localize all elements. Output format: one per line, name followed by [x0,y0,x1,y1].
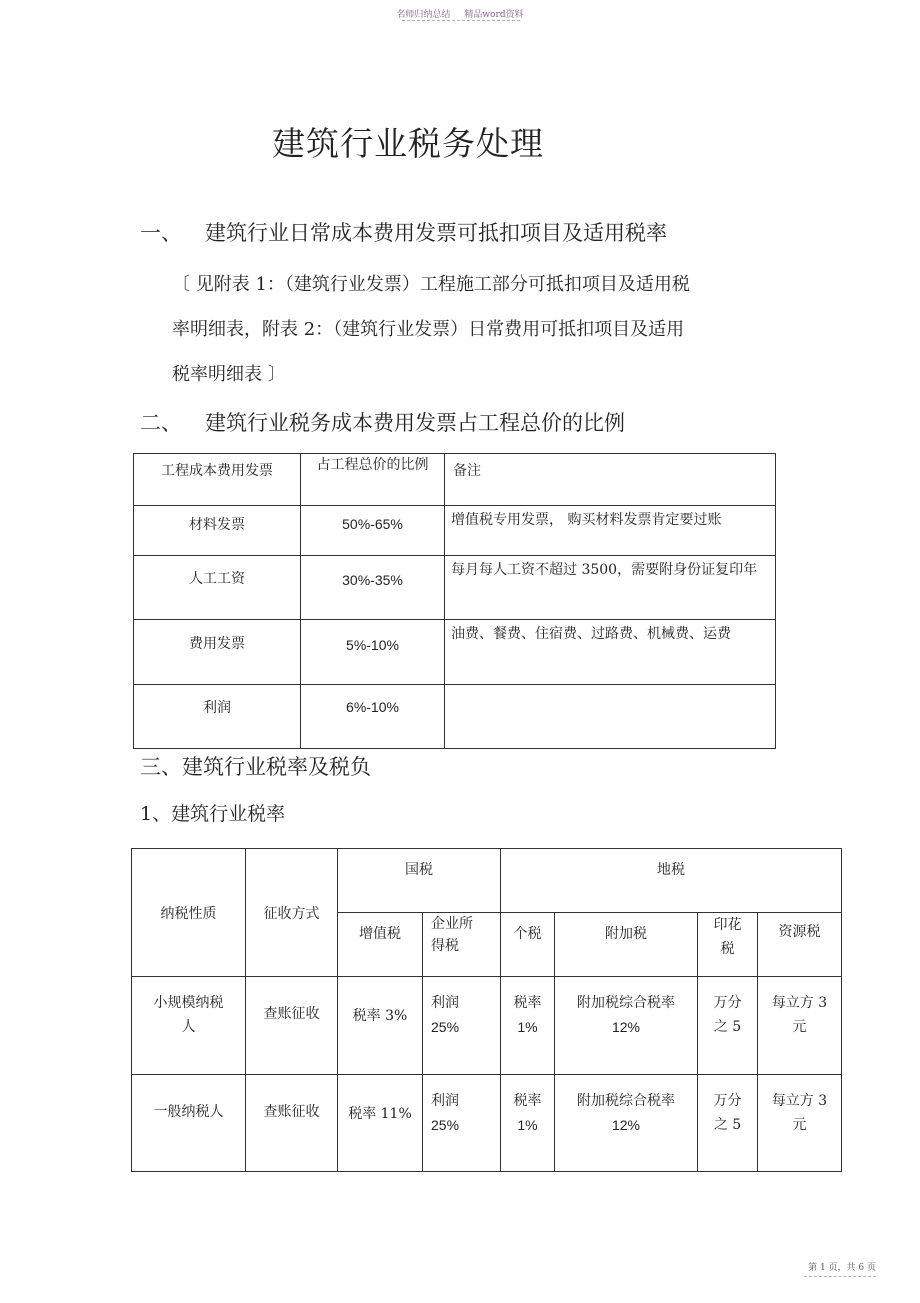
section3-sub1: 1、建筑行业税率 [140,803,286,825]
section1-paragraph-line3: 税率明细表 〕 [172,364,286,385]
cell-surcharge [555,977,698,1075]
cell-pit-line1: 税率 [513,995,542,1011]
header-surcharge: 附加税 [555,913,698,977]
section3-heading: 三、建筑行业税率及税负 [140,755,371,779]
cell-resource [758,977,842,1075]
cell-method: 查账征收 [246,1075,338,1172]
header-national-tax: 国税 [338,849,501,913]
footer-divider [804,1276,876,1277]
section2-heading: 建筑行业税务成本费用发票占工程总价的比例 [205,411,625,435]
header-stamp: 印花税 [698,913,758,977]
cell-ratio: 50%-65% [301,506,445,556]
cell-stamp-line1: 万分 [713,1093,742,1109]
cell-cit-line2: 25% [431,1019,460,1035]
cell-pit-line1: 税率 [513,1093,542,1109]
section1-paragraph-line1: 〔 见附表 1：（建筑行业发票）工程施工部分可抵扣项目及适用税 [172,274,690,295]
header-vat: 增值税 [338,913,423,977]
header-cit: 企业所得税 [423,913,501,977]
table-row [134,685,776,749]
cell-pit-line2: 1% [517,1019,538,1035]
header-note: 备注 [445,454,776,506]
cell-resource-line2: 元 [792,1019,807,1035]
tax-header-row-1 [132,849,842,913]
cell-note: 油费、餐费、住宿费、过路费、机械费、运费 [445,620,776,685]
header-method: 征收方式 [246,849,338,977]
cell-type: 利润 [134,685,301,749]
table-header-row [134,454,776,506]
cell-surcharge [555,1075,698,1172]
section2-label: 二、 [140,411,182,435]
header-local-tax: 地税 [501,849,842,913]
cell-type: 人工工资 [134,556,301,620]
cell-stamp [698,977,758,1075]
tax-rate-table [131,848,842,1172]
cell-pit [501,977,555,1075]
header-divider [402,20,520,21]
cell-nature: 小规模纳税人 [132,977,246,1075]
cell-stamp-line2: 之 5 [713,1019,742,1035]
cell-nature: 一般纳税人 [132,1075,246,1172]
table-row [132,1075,842,1172]
header-nature: 纳税性质 [132,849,246,977]
page-header [0,7,920,20]
header-ratio: 占工程总价的比例 [301,454,445,506]
table-row [134,506,776,556]
cost-ratio-table [133,453,776,749]
header-pit: 个税 [501,913,555,977]
cell-surcharge-line1: 附加税综合税率 [577,995,675,1011]
section1-paragraph-line2: 率明细表，附表 2：（建筑行业发票）日常费用可抵扣项目及适用 [172,319,685,340]
section1-heading: 建筑行业日常成本费用发票可抵扣项目及适用税率 [205,221,667,245]
cell-cit-line1: 利润 [431,995,459,1011]
section1-label: 一、 [140,221,182,245]
cell-cit-line2: 25% [431,1117,460,1133]
cell-ratio: 6%-10% [301,685,445,749]
cell-stamp [698,1075,758,1172]
cell-resource-line1: 每立方 3 [771,1093,828,1109]
table-row [134,620,776,685]
header-left: 名师归纳总结 [396,10,451,20]
cell-resource [758,1075,842,1172]
cell-type: 费用发票 [134,620,301,685]
table-row [132,977,842,1075]
cell-surcharge-line1: 附加税综合税率 [577,1093,675,1109]
header-resource: 资源税 [758,913,842,977]
cell-method: 查账征收 [246,977,338,1075]
cell-note: 每月每人工资不超过 3500，需要附身份证复印年 [445,556,776,620]
cell-vat: 税率 3% [338,977,423,1075]
cell-note: 增值税专用发票， 购买材料发票肯定要过账 [445,506,776,556]
cell-resource-line2: 元 [792,1117,807,1133]
cell-pit-line2: 1% [517,1117,538,1133]
cell-stamp-line2: 之 5 [713,1117,742,1133]
cell-stamp-line1: 万分 [713,995,742,1011]
cell-note [445,685,776,749]
cell-type: 材料发票 [134,506,301,556]
header-right: 精品word资料 [464,10,524,20]
page-title: 建筑行业税务处理 [272,124,544,163]
cell-cit [423,1075,501,1172]
cell-ratio: 30%-35% [301,556,445,620]
cell-ratio: 5%-10% [301,620,445,685]
cell-pit [501,1075,555,1172]
cell-resource-line1: 每立方 3 [771,995,828,1011]
cell-cit [423,977,501,1075]
cell-vat: 税率 11% [338,1075,423,1172]
cell-surcharge-line2: 12% [611,1019,641,1035]
page-footer: 第 1 页，共 6 页 [808,1263,876,1273]
table-row [134,556,776,620]
cell-surcharge-line2: 12% [611,1117,641,1133]
header-cost-type: 工程成本费用发票 [134,454,301,506]
cell-cit-line1: 利润 [431,1093,459,1109]
